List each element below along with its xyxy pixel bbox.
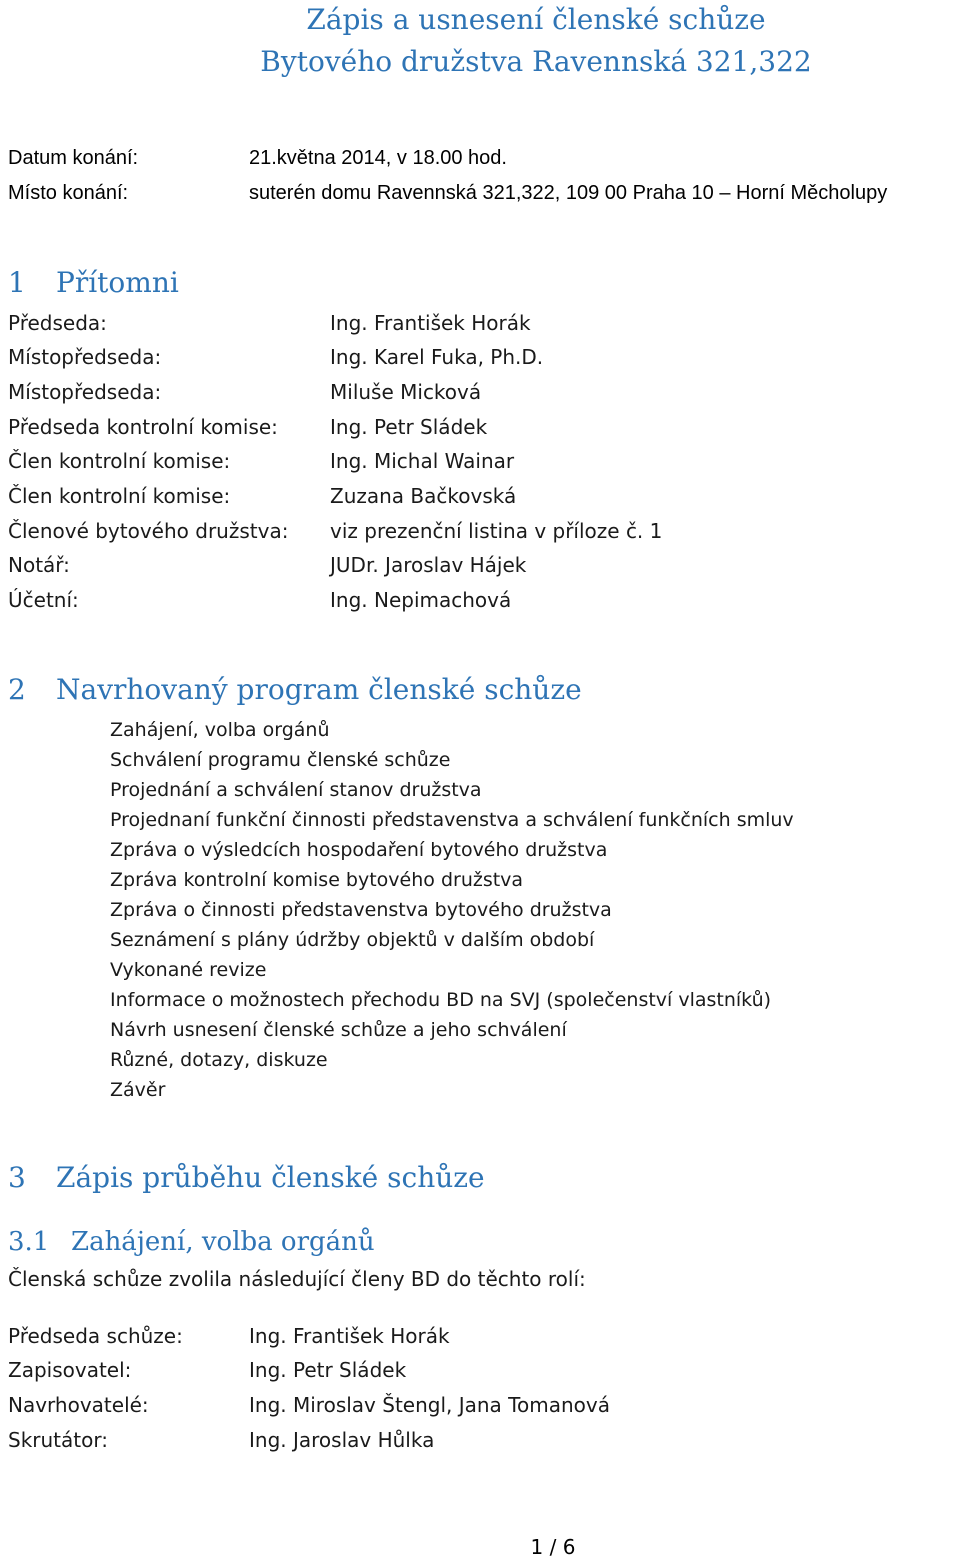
agenda-item-text: Seznámení s plány údržby objektů v dalším období [110,929,595,951]
attendee-role: Předseda: [8,311,107,335]
elected-role-name: Ing. Jaroslav Hůlka [249,1428,435,1452]
agenda-item-text: Zpráva kontrolní komise bytového družstva [110,869,524,891]
agenda-item-text: Projednání a schválení stanov družstva [110,779,482,801]
attendee-name: Ing. František Horák [330,311,531,335]
attendee-role: Člen kontrolní komise: [8,484,231,508]
elected-role-name: Ing. František Horák [249,1324,450,1348]
attendee-role: Účetní: [8,588,79,612]
section-1-heading [8,265,179,301]
agenda-item-text: Návrh usnesení členské schůze a jeho schválení [110,1019,567,1041]
title-line-1: Zápis a usnesení členské schůze [306,3,766,36]
attendee-role: Místopředseda: [8,345,162,369]
section-1-title: Přítomni [56,266,179,299]
attendee-name: Ing. Karel Fuka, Ph.D. [330,345,544,369]
meeting-date-label: Datum konání: [8,147,139,169]
section-3-1-title: Zahájení, volba orgánů [71,1227,375,1257]
attendee-name: Miluše Micková [330,380,482,404]
section-3-1-heading [8,1225,375,1259]
page-number: 1 / 6 [530,1535,576,1559]
agenda-item-text: Zahájení, volba orgánů [110,719,330,741]
attendee-name: JUDr. Jaroslav Hájek [330,553,527,577]
attendee-role: Členové bytového družstva: [8,519,289,543]
section-2-title: Navrhovaný program členské schůze [56,673,582,706]
meeting-date-value: 21.května 2014, v 18.00 hod. [249,147,507,169]
attendee-name: Zuzana Bačkovská [330,484,517,508]
attendee-role: Místopředseda: [8,380,162,404]
agenda-item-text: Zpráva o činnosti představenstva bytového družstva [110,899,612,921]
elected-role-label: Navrhovatelé: [8,1393,149,1417]
agenda-item-text: Schválení programu členské schůze [110,749,451,771]
section-3-heading [8,1160,485,1196]
agenda-item-text: Různé, dotazy, diskuze [110,1049,328,1071]
attendee-name: Ing. Nepimachová [330,588,512,612]
agenda-item-text: Závěr [110,1079,166,1101]
agenda-item-text: Zpráva o výsledcích hospodaření bytového družstva [110,839,608,861]
agenda-item-text: Informace o možnostech přechodu BD na SVJ (společenství vlastníků) [110,989,772,1011]
section-3-1-intro: Členská schůze zvolila následující členy BD do těchto rolí: [8,1267,586,1291]
section-2-number: 2 [8,673,26,706]
attendee-name: Ing. Michal Wainar [330,449,515,473]
section-1-number: 1 [8,266,26,299]
section-3-number: 3 [8,1161,26,1194]
section-3-1-number: 3.1 [8,1227,50,1257]
meeting-place-value: suterén domu Ravennská 321,322, 109 00 Praha 10 – Horní Měcholupy [249,182,888,204]
attendee-name: Ing. Petr Sládek [330,415,488,439]
attendee-role: Člen kontrolní komise: [8,449,231,473]
section-3-title: Zápis průběhu členské schůze [56,1161,485,1194]
agenda-item-text: Vykonané revize [110,959,267,981]
elected-role-name: Ing. Petr Sládek [249,1358,407,1382]
title-line-2: Bytového družstva Ravennská 321,322 [260,45,812,78]
meeting-place-label: Místo konání: [8,182,129,204]
section-2-heading [8,672,582,708]
elected-role-label: Zapisovatel: [8,1358,132,1382]
agenda-item-text: Projednaní funkční činnosti představenstva a schválení funkčních smluv [110,809,794,831]
attendee-role: Předseda kontrolní komise: [8,415,278,439]
elected-role-label: Skrutátor: [8,1428,108,1452]
attendee-name: viz prezenční listina v příloze č. 1 [330,519,663,543]
attendee-role: Notář: [8,553,70,577]
elected-role-name: Ing. Miroslav Štengl, Jana Tomanová [249,1393,610,1417]
elected-role-label: Předseda schůze: [8,1324,183,1348]
